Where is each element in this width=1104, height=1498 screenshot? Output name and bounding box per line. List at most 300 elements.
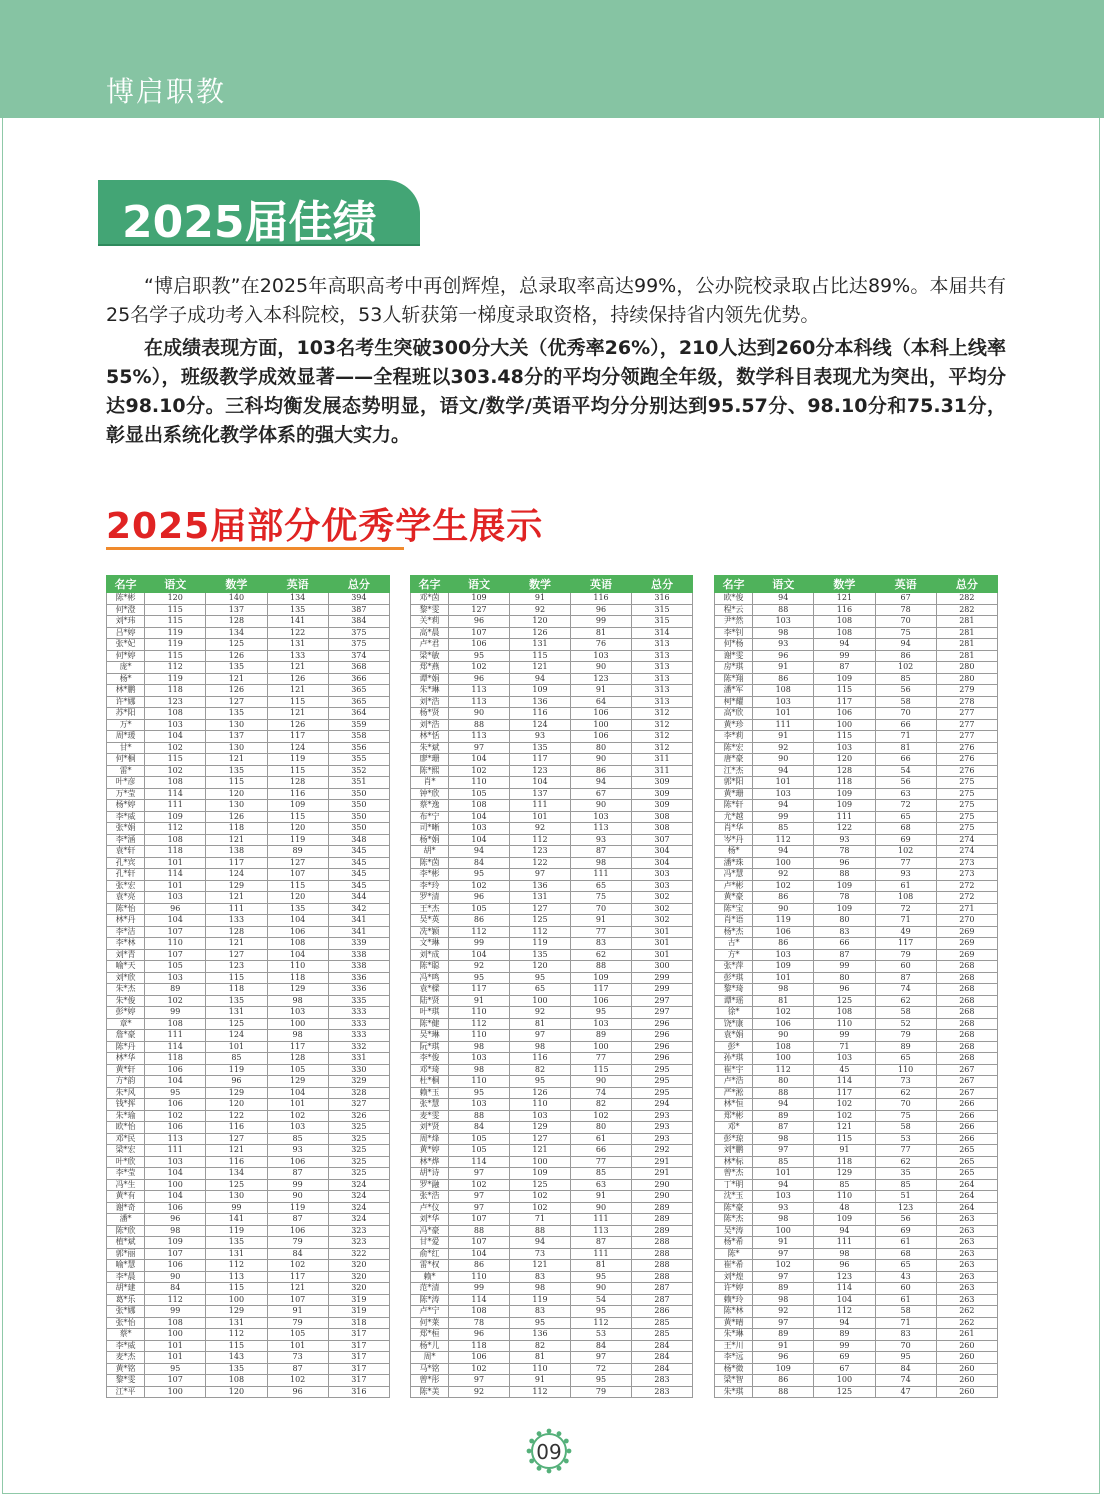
table-cell: 112	[753, 1064, 814, 1076]
table-cell: 48	[814, 1202, 875, 1214]
table-cell: 110	[145, 938, 206, 950]
table-row	[715, 1064, 998, 1076]
table-cell: 李*彬	[411, 869, 449, 881]
table-cell: 80	[814, 915, 875, 927]
table-cell: 88	[449, 719, 510, 731]
table-row	[411, 995, 693, 1007]
table-cell: 90	[267, 1191, 328, 1203]
table-cell: 86	[875, 650, 936, 662]
table-cell: 87	[814, 949, 875, 961]
table-cell: 271	[936, 903, 997, 915]
table-cell: 95	[145, 1087, 206, 1099]
table-cell: 103	[753, 616, 814, 628]
table-cell: 136	[510, 696, 571, 708]
table-cell: 刘*成	[411, 949, 449, 961]
table-header-row	[715, 576, 998, 593]
table-cell: 61	[875, 880, 936, 892]
table-cell: 260	[936, 1352, 997, 1364]
table-cell: 99	[571, 616, 632, 628]
table-cell: 120	[145, 593, 206, 605]
table-cell: 131	[206, 1248, 267, 1260]
table-cell: 93	[875, 869, 936, 881]
table-cell: 277	[936, 708, 997, 720]
table-cell: 134	[267, 593, 328, 605]
table-cell: 87	[267, 1214, 328, 1226]
table-row	[715, 673, 998, 685]
table-cell: 96	[449, 1329, 510, 1341]
table-cell: 文*琳	[411, 938, 449, 950]
table-cell: 杨*婷	[107, 800, 145, 812]
table-cell: 88	[753, 1087, 814, 1099]
table-row	[411, 1007, 693, 1019]
table-row	[715, 938, 998, 950]
table-cell: 143	[206, 1352, 267, 1364]
table-cell: 126	[510, 627, 571, 639]
table-cell: 106	[145, 1064, 206, 1076]
table-cell: 98	[145, 1225, 206, 1237]
table-row	[715, 1375, 998, 1387]
table-cell: 108	[814, 616, 875, 628]
table-cell: 刘*贤	[411, 1122, 449, 1134]
table-cell: 98	[510, 1283, 571, 1295]
table-cell: 100	[753, 1225, 814, 1237]
table-cell: 96	[449, 673, 510, 685]
table-cell: 肖*华	[715, 823, 753, 835]
table-cell: 许*娜	[107, 696, 145, 708]
table-cell: 85	[267, 1133, 328, 1145]
table-cell: 285	[632, 1329, 693, 1341]
table-cell: 71	[814, 1041, 875, 1053]
table-cell: 65	[875, 1053, 936, 1065]
table-cell: 319	[328, 1306, 389, 1318]
table-row	[107, 1283, 390, 1295]
table-cell: 272	[936, 892, 997, 904]
table-cell: 80	[814, 972, 875, 984]
table-cell: 125	[510, 915, 571, 927]
table-cell: 97	[753, 1145, 814, 1157]
table-cell: 365	[328, 685, 389, 697]
table-cell: 廖*珊	[411, 754, 449, 766]
table-row	[715, 811, 998, 823]
table-cell: 邓*	[715, 1122, 753, 1134]
table-cell: 110	[510, 1099, 571, 1111]
header-bar	[0, 0, 1104, 118]
table-cell: 95	[510, 972, 571, 984]
table-cell: 90	[753, 903, 814, 915]
table-cell: 91	[571, 915, 632, 927]
table-row	[411, 1386, 693, 1398]
table-cell: 吴*琳	[411, 1030, 449, 1042]
table-cell: 115	[571, 1064, 632, 1076]
table-cell: 128	[267, 1053, 328, 1065]
table-cell: 135	[510, 742, 571, 754]
table-cell: 263	[936, 1283, 997, 1295]
table-cell: 胡*诗	[411, 1168, 449, 1180]
table-cell: 103	[753, 788, 814, 800]
table-cell: 345	[328, 869, 389, 881]
table-cell: 111	[814, 811, 875, 823]
table-cell: 61	[571, 1133, 632, 1145]
table-cell: 112	[814, 1306, 875, 1318]
table-cell: 吴*英	[411, 915, 449, 927]
table-cell: 92	[510, 1007, 571, 1019]
table-row	[715, 1202, 998, 1214]
table-cell: 98	[267, 995, 328, 1007]
table-cell: 112	[145, 662, 206, 674]
table-cell: 72	[875, 800, 936, 812]
table-cell: 119	[753, 915, 814, 927]
table-cell: 113	[145, 1133, 206, 1145]
table-row	[107, 1064, 390, 1076]
table-cell: 87	[571, 1237, 632, 1249]
table-cell: 374	[328, 650, 389, 662]
table-row	[107, 1306, 390, 1318]
table-row	[411, 650, 693, 662]
table-cell: 291	[632, 1156, 693, 1168]
table-row	[411, 673, 693, 685]
table-cell: 95	[571, 1007, 632, 1019]
table-row	[107, 823, 390, 835]
table-cell: 331	[328, 1053, 389, 1065]
table-cell: 95	[449, 650, 510, 662]
table-cell: 127	[267, 857, 328, 869]
table-cell: 74	[875, 1375, 936, 1387]
table-cell: 56	[875, 777, 936, 789]
table-cell: 137	[510, 788, 571, 800]
table-cell: 73	[875, 1076, 936, 1088]
table-cell: 99	[206, 1202, 267, 1214]
table-row	[715, 616, 998, 628]
table-cell: 301	[632, 949, 693, 961]
table-cell: 110	[449, 1271, 510, 1283]
table-row	[411, 823, 693, 835]
column-header: 名字	[107, 576, 145, 593]
table-cell: 275	[936, 823, 997, 835]
table-cell: 陈*林	[715, 1306, 753, 1318]
table-cell: 98	[753, 1133, 814, 1145]
table-row	[411, 1306, 693, 1318]
table-row	[715, 903, 998, 915]
table-cell: 108	[145, 1018, 206, 1030]
table-cell: 106	[571, 731, 632, 743]
table-cell: 黎*琦	[715, 984, 753, 996]
table-cell: 103	[267, 1122, 328, 1134]
table-cell: 268	[936, 1053, 997, 1065]
table-cell: 106	[145, 1122, 206, 1134]
table-cell: 尤*越	[715, 811, 753, 823]
table-cell: 115	[267, 811, 328, 823]
table-cell: 70	[875, 1099, 936, 1111]
table-cell: 黄*晴	[715, 1317, 753, 1329]
table-row	[107, 800, 390, 812]
table-cell: 111	[571, 869, 632, 881]
table-cell: 87	[267, 1168, 328, 1180]
table-row	[411, 1053, 693, 1065]
table-cell: 344	[328, 892, 389, 904]
table-cell: 97	[510, 1030, 571, 1042]
table-cell: 110	[449, 1007, 510, 1019]
table-cell: 333	[328, 1018, 389, 1030]
table-row	[715, 1352, 998, 1364]
table-cell: 288	[632, 1248, 693, 1260]
table-cell: 陈*美	[411, 1386, 449, 1398]
table-cell: 113	[449, 696, 510, 708]
table-cell: 张*娜	[107, 1306, 145, 1318]
table-cell: 303	[632, 880, 693, 892]
table-cell: 103	[753, 949, 814, 961]
table-cell: 308	[632, 823, 693, 835]
table-cell: 103	[449, 823, 510, 835]
table-cell: 101	[145, 1352, 206, 1364]
table-row	[107, 650, 390, 662]
table-cell: 94	[875, 639, 936, 651]
table-cell: 62	[875, 1087, 936, 1099]
table-cell: 99	[753, 811, 814, 823]
table-cell: 74	[875, 984, 936, 996]
table-cell: 卢*君	[411, 639, 449, 651]
table-row	[411, 777, 693, 789]
table-cell: 108	[814, 627, 875, 639]
table-cell: 73	[267, 1352, 328, 1364]
table-cell: 313	[632, 662, 693, 674]
table-row	[107, 777, 390, 789]
table-cell: 123	[875, 1202, 936, 1214]
table-cell: 96	[449, 616, 510, 628]
table-row	[107, 926, 390, 938]
table-cell: 杨*贤	[411, 708, 449, 720]
table-cell: 112	[145, 823, 206, 835]
table-cell: 127	[206, 1133, 267, 1145]
table-cell: 104	[145, 1191, 206, 1203]
table-cell: 130	[206, 1191, 267, 1203]
table-cell: 281	[936, 639, 997, 651]
table-cell: 265	[936, 1145, 997, 1157]
table-cell: 62	[875, 995, 936, 1007]
table-cell: 101	[145, 880, 206, 892]
table-cell: 77	[571, 926, 632, 938]
table-cell: 137	[206, 731, 267, 743]
table-cell: 卢*浩	[715, 1076, 753, 1088]
table-cell: 86	[753, 673, 814, 685]
table-cell: 80	[753, 1076, 814, 1088]
table-cell: 86	[571, 765, 632, 777]
table-cell: 269	[936, 938, 997, 950]
table-cell: 339	[328, 938, 389, 950]
table-cell: 117	[267, 1041, 328, 1053]
table-cell: 李*晨	[107, 1271, 145, 1283]
table-cell: 冯*豪	[411, 1225, 449, 1237]
table-cell: 李*莉	[715, 731, 753, 743]
table-cell: 102	[753, 880, 814, 892]
table-cell: 315	[632, 604, 693, 616]
table-cell: 黎*雯	[411, 604, 449, 616]
table-cell: 117	[206, 857, 267, 869]
table-row	[107, 984, 390, 996]
table-row	[715, 742, 998, 754]
table-row	[715, 650, 998, 662]
table-cell: 366	[328, 673, 389, 685]
showcase-title: 2025届部分优秀学生展示	[106, 506, 544, 547]
table-cell: 陈*怡	[107, 903, 145, 915]
table-cell: 268	[936, 1030, 997, 1042]
table-cell: 58	[875, 696, 936, 708]
table-cell: 冯*鸣	[411, 972, 449, 984]
table-cell: 欧*俊	[715, 593, 753, 605]
table-cell: 124	[510, 719, 571, 731]
column-header: 数学	[510, 576, 571, 593]
table-cell: 359	[328, 719, 389, 731]
table-cell: 114	[145, 788, 206, 800]
table-cell: 97	[449, 1375, 510, 1387]
table-cell: 85	[206, 1053, 267, 1065]
section-title: 2025届佳绩	[122, 197, 377, 248]
table-cell: 102	[449, 1179, 510, 1191]
table-row	[715, 1294, 998, 1306]
table-cell: 119	[510, 938, 571, 950]
table-cell: 101	[753, 777, 814, 789]
table-row	[411, 857, 693, 869]
table-cell: 106	[267, 1225, 328, 1237]
table-row	[715, 961, 998, 973]
table-cell: 323	[328, 1237, 389, 1249]
table-cell: 李*钊	[715, 627, 753, 639]
table-row	[107, 742, 390, 754]
table-cell: 103	[449, 1099, 510, 1111]
table-cell: 彭*琼	[715, 1133, 753, 1145]
table-cell: 123	[510, 765, 571, 777]
table-cell: 104	[510, 777, 571, 789]
table-cell: 106	[571, 995, 632, 1007]
table-row	[107, 1053, 390, 1065]
table-cell: 104	[267, 949, 328, 961]
table-cell: 108	[145, 1317, 206, 1329]
table-row	[107, 1329, 390, 1341]
table-cell: 杨*儿	[411, 1340, 449, 1352]
table-cell: 98	[753, 627, 814, 639]
table-cell: 61	[875, 1294, 936, 1306]
table-cell: 陈*健	[411, 1018, 449, 1030]
table-row	[411, 662, 693, 674]
table-cell: 梁*智	[715, 1375, 753, 1387]
table-cell: 何*婷	[107, 650, 145, 662]
table-cell: 梁*宏	[107, 1145, 145, 1157]
table-cell: 302	[632, 903, 693, 915]
table-cell: 90	[571, 800, 632, 812]
table-cell: 63	[571, 1179, 632, 1191]
table-cell: 卢*彬	[715, 880, 753, 892]
table-cell: 263	[936, 1260, 997, 1272]
table-cell: 黎*雯	[107, 1375, 145, 1387]
table-row	[715, 788, 998, 800]
table-row	[411, 1030, 693, 1042]
table-cell: 90	[145, 1271, 206, 1283]
table-cell: 李*威	[107, 811, 145, 823]
table-cell: 56	[875, 685, 936, 697]
table-cell: 67	[814, 1363, 875, 1375]
table-cell: 119	[267, 754, 328, 766]
table-row	[411, 834, 693, 846]
table-cell: 83	[510, 1271, 571, 1283]
table-cell: 106	[814, 708, 875, 720]
table-cell: 102	[814, 1110, 875, 1122]
table-cell: 307	[632, 834, 693, 846]
table-cell: 程*云	[715, 604, 753, 616]
table-cell: 328	[328, 1087, 389, 1099]
table-cell: 121	[206, 938, 267, 950]
table-cell: 方*	[715, 949, 753, 961]
table-cell: 101	[510, 811, 571, 823]
table-cell: 93	[571, 834, 632, 846]
table-header-row	[411, 576, 693, 593]
table-cell: 99	[814, 961, 875, 973]
table-cell: 141	[206, 1214, 267, 1226]
table-cell: 林*鹏	[107, 685, 145, 697]
table-row	[715, 731, 998, 743]
table-cell: 100	[814, 719, 875, 731]
table-cell: 张*宏	[107, 880, 145, 892]
table-cell: 69	[875, 1225, 936, 1237]
table-cell: 311	[632, 765, 693, 777]
table-row	[411, 1260, 693, 1272]
table-cell: 335	[328, 995, 389, 1007]
table-cell: 岑*丹	[715, 834, 753, 846]
table-row	[715, 1133, 998, 1145]
table-row	[411, 1156, 693, 1168]
table-row	[411, 1122, 693, 1134]
table-row	[107, 1099, 390, 1111]
table-cell: 112	[206, 1329, 267, 1341]
table-cell: 103	[145, 972, 206, 984]
table-cell: 96	[267, 1386, 328, 1398]
table-cell: 90	[571, 754, 632, 766]
table-cell: 100	[753, 1053, 814, 1065]
table-cell: 肖*语	[715, 915, 753, 927]
table-cell: 260	[936, 1375, 997, 1387]
table-cell: 葛*乐	[107, 1294, 145, 1306]
table-cell: 290	[632, 1179, 693, 1191]
table-cell: 119	[145, 639, 206, 651]
table-row	[107, 1352, 390, 1364]
table-cell: 103	[267, 1007, 328, 1019]
table-cell: 115	[145, 604, 206, 616]
table-cell: 35	[875, 1168, 936, 1180]
table-cell: 49	[875, 926, 936, 938]
table-cell: 95	[510, 1076, 571, 1088]
table-cell: 316	[328, 1386, 389, 1398]
table-cell: 312	[632, 708, 693, 720]
table-cell: 263	[936, 1294, 997, 1306]
table-cell: 320	[328, 1271, 389, 1283]
table-cell: 264	[936, 1191, 997, 1203]
column-header: 总分	[632, 576, 693, 593]
table-cell: 陈*豪	[715, 1202, 753, 1214]
table-cell: 彭*琪	[715, 972, 753, 984]
table-cell: 350	[328, 788, 389, 800]
table-row	[715, 593, 998, 605]
table-cell: 330	[328, 1064, 389, 1076]
brand-title: 博启职教	[106, 75, 227, 108]
table-cell: 127	[510, 903, 571, 915]
page-number-badge	[526, 1428, 572, 1474]
table-cell: 103	[145, 719, 206, 731]
table-cell: 曾*彤	[411, 1375, 449, 1387]
table-row	[715, 1260, 998, 1272]
table-cell: 111	[145, 1030, 206, 1042]
table-cell: 264	[936, 1202, 997, 1214]
table-cell: 张*慧	[411, 1099, 449, 1111]
table-cell: 338	[328, 961, 389, 973]
table-cell: 123	[206, 961, 267, 973]
